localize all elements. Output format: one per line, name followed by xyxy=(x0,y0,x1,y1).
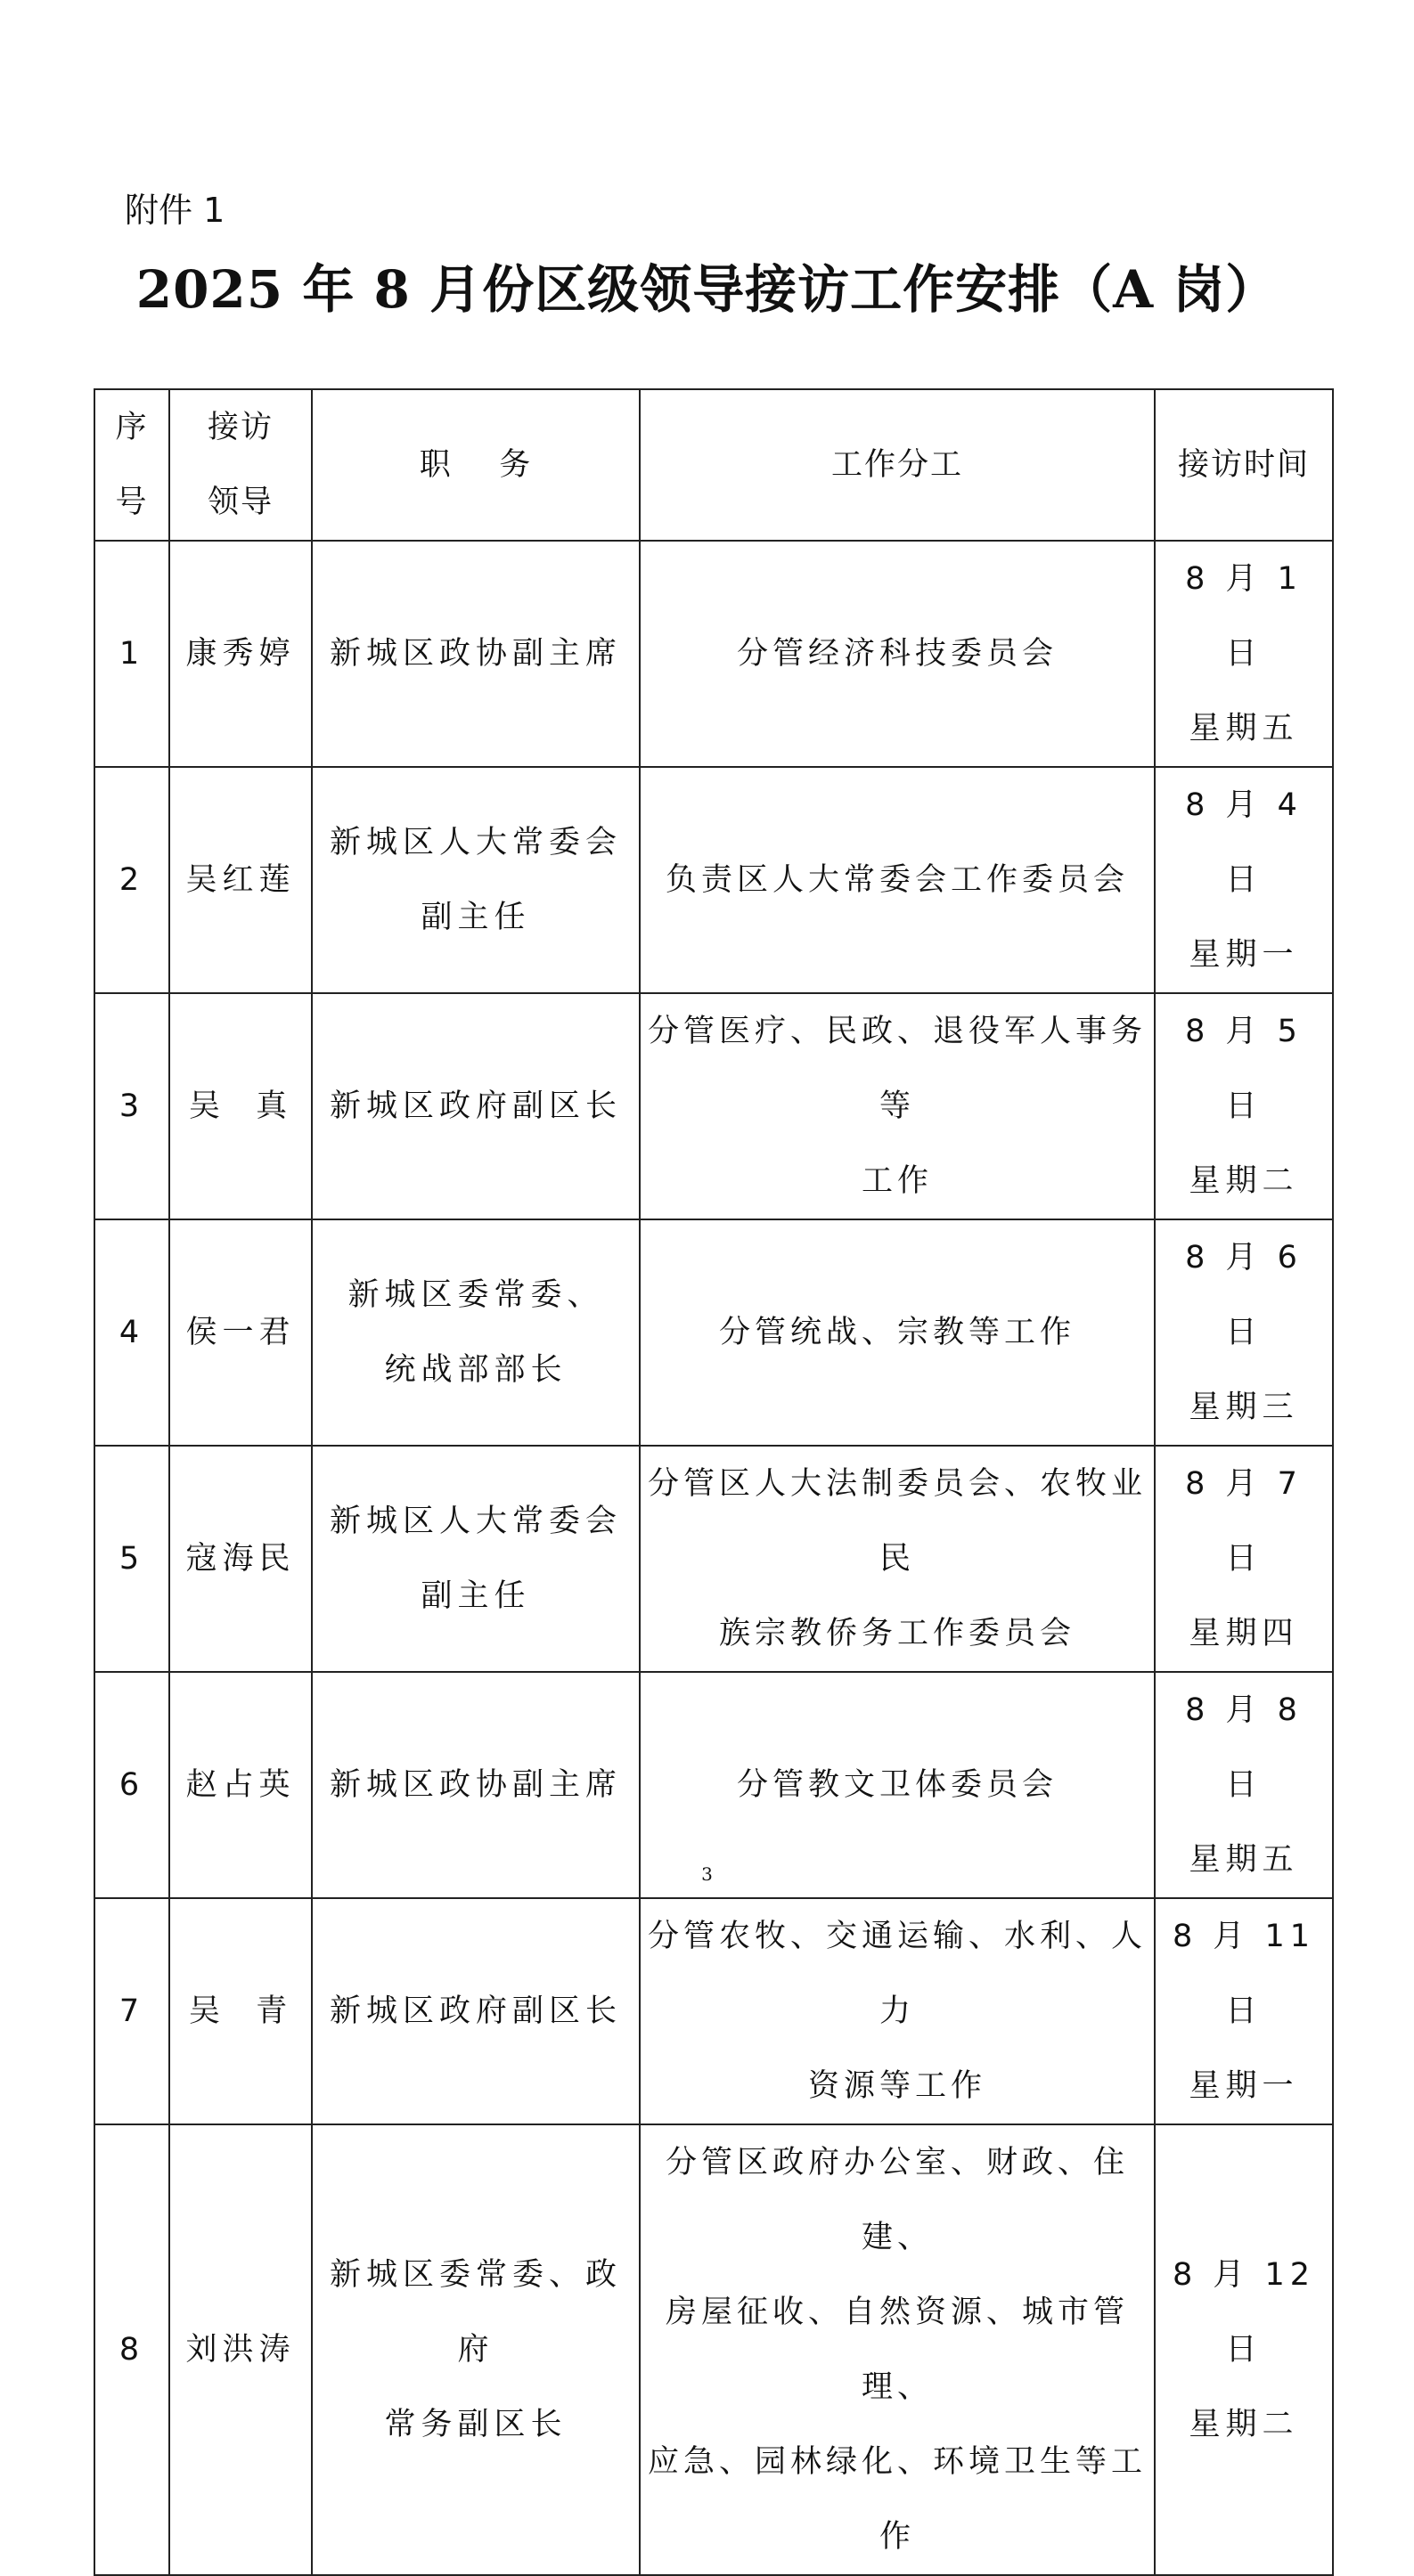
division-cell: 分管区人大法制委员会、农牧业民 族宗教侨务工作委员会 xyxy=(640,1446,1155,1672)
visit-time-cell: 8 月 11 日 星期一 xyxy=(1155,1898,1333,2124)
visit-time-cell: 8 月 7 日 星期四 xyxy=(1155,1446,1333,1672)
header-leader: 接访 领导 xyxy=(169,389,312,541)
schedule-table xyxy=(94,388,1334,2576)
attachment-label: 附件 1 xyxy=(125,191,225,230)
row-index: 6 xyxy=(94,1672,169,1898)
division-cell: 分管区政府办公室、财政、住建、 房屋征收、自然资源、城市管理、 应急、园林绿化、环境卫生等工作 xyxy=(640,2124,1155,2575)
leader-name: 吴 真 xyxy=(169,993,312,1219)
header-time: 接访时间 xyxy=(1155,389,1333,541)
header-position: 职 务 xyxy=(312,389,640,541)
leader-name: 吴 青 xyxy=(169,1898,312,2124)
table-row xyxy=(94,1219,1333,1446)
page-title: 2025 年 8 月份区级领导接访工作安排（A 岗） xyxy=(135,259,1279,320)
leader-name: 吴红莲 xyxy=(169,767,312,993)
header-row xyxy=(94,389,1333,541)
division-cell: 负责区人大常委会工作委员会 xyxy=(640,767,1155,993)
position-cell: 新城区政协副主席 xyxy=(312,1672,640,1898)
division-cell: 分管统战、宗教等工作 xyxy=(640,1219,1155,1446)
header-index: 序 号 xyxy=(94,389,169,541)
row-index: 1 xyxy=(94,541,169,767)
position-cell: 新城区委常委、政府 常务副区长 xyxy=(312,2124,640,2575)
position-cell: 新城区政府副区长 xyxy=(312,1898,640,2124)
visit-time-cell: 8 月 12 日 星期二 xyxy=(1155,2124,1333,2575)
row-index: 4 xyxy=(94,1219,169,1446)
division-cell: 分管农牧、交通运输、水利、人力 资源等工作 xyxy=(640,1898,1155,2124)
position-cell: 新城区委常委、 统战部部长 xyxy=(312,1219,640,1446)
leader-name: 刘洪涛 xyxy=(169,2124,312,2575)
leader-name: 侯一君 xyxy=(169,1219,312,1446)
position-cell: 新城区政协副主席 xyxy=(312,541,640,767)
division-cell: 分管医疗、民政、退役军人事务等 工作 xyxy=(640,993,1155,1219)
table-row xyxy=(94,1446,1333,1672)
table-row xyxy=(94,993,1333,1219)
leader-name: 康秀婷 xyxy=(169,541,312,767)
row-index: 3 xyxy=(94,993,169,1219)
division-cell: 分管教文卫体委员会 xyxy=(640,1672,1155,1898)
table-row xyxy=(94,2124,1333,2575)
page-number: 3 xyxy=(701,1863,713,1885)
row-index: 2 xyxy=(94,767,169,993)
position-cell: 新城区人大常委会 副主任 xyxy=(312,767,640,993)
visit-time-cell: 8 月 5 日 星期二 xyxy=(1155,993,1333,1219)
header-division: 工作分工 xyxy=(640,389,1155,541)
visit-time-cell: 8 月 4 日 星期一 xyxy=(1155,767,1333,993)
visit-time-cell: 8 月 6 日 星期三 xyxy=(1155,1219,1333,1446)
table-row xyxy=(94,1898,1333,2124)
position-cell: 新城区人大常委会 副主任 xyxy=(312,1446,640,1672)
division-cell: 分管经济科技委员会 xyxy=(640,541,1155,767)
row-index: 8 xyxy=(94,2124,169,2575)
table-row xyxy=(94,767,1333,993)
leader-name: 寇海民 xyxy=(169,1446,312,1672)
table-row xyxy=(94,541,1333,767)
position-cell: 新城区政府副区长 xyxy=(312,993,640,1219)
leader-name: 赵占英 xyxy=(169,1672,312,1898)
row-index: 5 xyxy=(94,1446,169,1672)
visit-time-cell: 8 月 1 日 星期五 xyxy=(1155,541,1333,767)
row-index: 7 xyxy=(94,1898,169,2124)
visit-time-cell: 8 月 8 日 星期五 xyxy=(1155,1672,1333,1898)
